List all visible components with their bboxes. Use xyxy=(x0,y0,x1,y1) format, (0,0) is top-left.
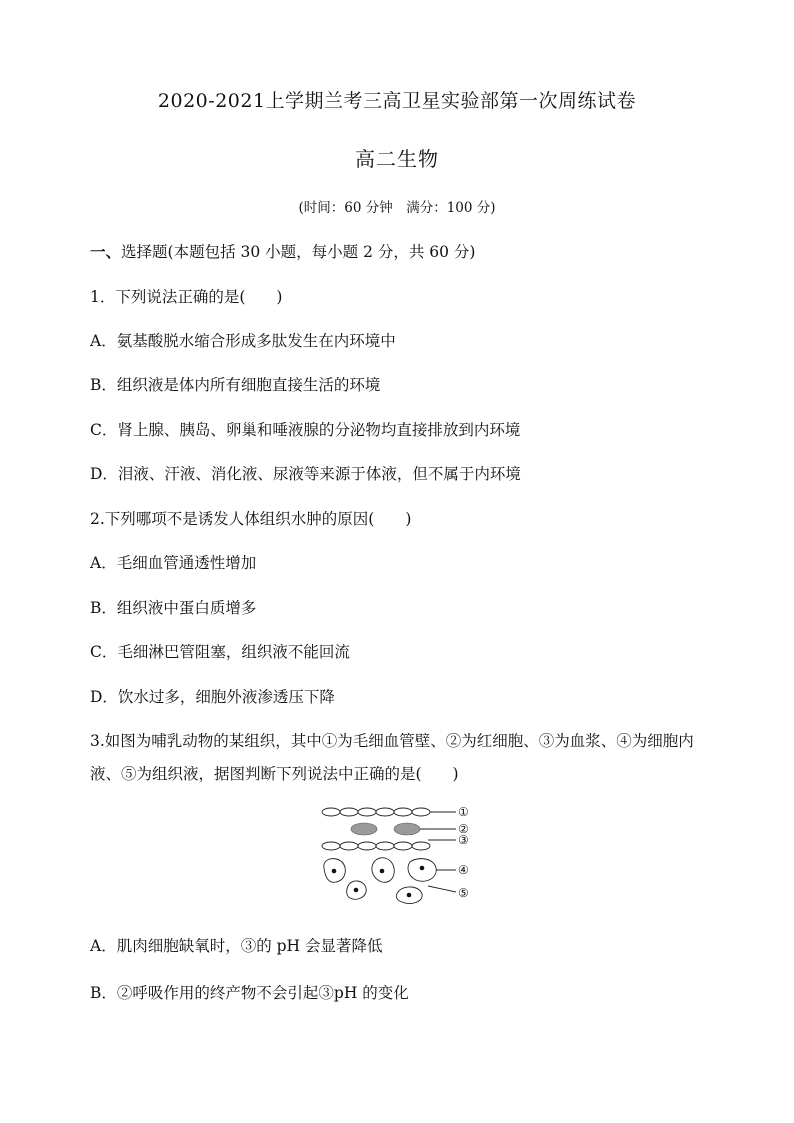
question-3-option-b: B．②呼吸作用的终产物不会引起③pH 的变化 xyxy=(90,984,409,1002)
question-1-option-c: C．肾上腺、胰岛、卵巢和唾液腺的分泌物均直接排放到内环境 xyxy=(90,421,521,439)
question-2-stem: 2.下列哪项不是诱发人体组织水肿的原因( ) xyxy=(90,510,412,528)
capillary-wall-bottom xyxy=(322,842,430,850)
red-blood-cells xyxy=(351,823,420,835)
label-1: ① xyxy=(458,805,469,819)
section-text: 选择题(本题包括 30 小题，每小题 2 分，共 60 分) xyxy=(121,243,476,261)
tissue-diagram xyxy=(318,800,478,910)
question-1-stem: 1．下列说法正确的是( ) xyxy=(90,288,283,306)
question-2-option-c: C．毛细淋巴管阻塞，组织液不能回流 xyxy=(90,643,350,661)
label-4: ④ xyxy=(458,863,469,877)
question-2-option-b: B．组织液中蛋白质增多 xyxy=(90,599,257,617)
question-3-option-a: A．肌肉细胞缺氧时，③的 pH 会显著降低 xyxy=(90,937,383,955)
tissue-cells xyxy=(324,858,436,904)
capillary-wall-top xyxy=(322,808,456,816)
section-number: 一、 xyxy=(90,242,122,261)
label-2: ② xyxy=(458,822,469,836)
exam-meta: (时间：60 分钟 满分：100 分) xyxy=(298,200,496,216)
question-1-option-d: D．泪液、汗液、消化液、尿液等来源于体液，但不属于内环境 xyxy=(90,465,521,483)
subject-title: 高二生物 xyxy=(355,147,439,171)
label-5-leader xyxy=(428,886,456,892)
exam-title: 2020-2021上学期兰考三高卫星实验部第一次周练试卷 xyxy=(157,90,637,112)
question-3-stem-line-1: 3.如图为哺乳动物的某组织，其中①为毛细血管壁、②为红细胞、③为血浆、④为细胞内 xyxy=(90,732,694,750)
label-3: ③ xyxy=(458,833,469,847)
question-3-stem-line-2: 液、⑤为组织液，据图判断下列说法中正确的是( ) xyxy=(90,765,459,783)
question-1-option-a: A．氨基酸脱水缩合形成多肽发生在内环境中 xyxy=(90,332,396,350)
section-heading xyxy=(90,240,475,262)
label-5: ⑤ xyxy=(458,886,469,900)
question-2-option-d: D．饮水过多，细胞外液渗透压下降 xyxy=(90,688,335,706)
question-2-option-a: A．毛细血管通透性增加 xyxy=(90,554,257,572)
question-1-option-b: B．组织液是体内所有细胞直接生活的环境 xyxy=(90,376,381,394)
